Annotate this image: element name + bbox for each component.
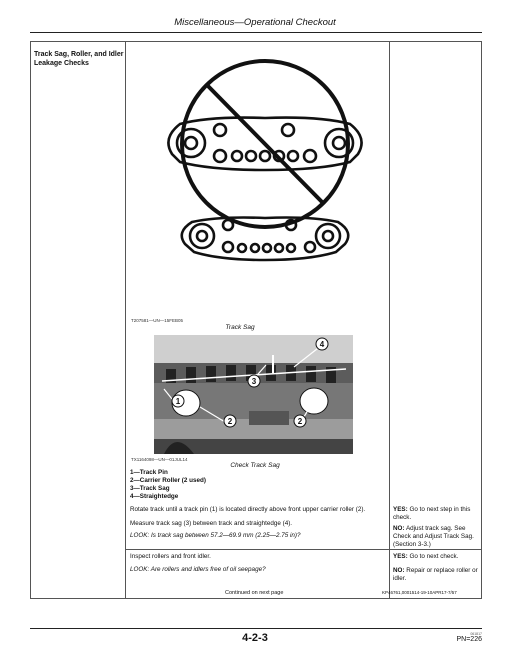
table-left-border (30, 41, 31, 599)
step2-no (393, 567, 479, 583)
legend-item: 4—Straightedge (130, 493, 179, 500)
callout-4: 4 (319, 340, 325, 349)
pn-number (440, 632, 482, 643)
figure1-id: T207581—UN—15FEB05 (131, 318, 184, 323)
column-divider-1 (125, 41, 126, 599)
callout-1: 1 (175, 397, 181, 406)
page-header: Miscellaneous—Operational Checkout (174, 17, 336, 28)
yes-text: Go to next step in this check. (393, 506, 471, 521)
figure2-caption: Check Track Sag (230, 462, 280, 469)
figure2-id: TX1164098—UN—01JUL14 (131, 457, 188, 462)
step2-look: LOOK: Are rollers and idlers free of oil seepage? (130, 566, 266, 573)
figure1-caption: Track Sag (225, 324, 255, 331)
callout-2a: 2 (227, 417, 233, 426)
legend-item: 1—Track Pin (130, 469, 168, 476)
track-sag-figure (150, 58, 380, 320)
pn-label: PN=226 (456, 636, 482, 643)
row-divider (125, 549, 481, 550)
correct-track-frame-drawing (182, 218, 348, 261)
step1-no (393, 525, 479, 549)
section-title: Track Sag, Roller, and Idler Leakage Checks (34, 51, 124, 67)
callout-2b: 2 (297, 417, 303, 426)
no-text: Repair or replace roller or idler. (393, 567, 478, 582)
yes-label: YES: (393, 553, 408, 560)
column-divider-2 (389, 41, 390, 599)
page-number: 4-2-3 (242, 632, 268, 644)
step1-measure: Measure track sag (3) between track and straightedge (4). (130, 520, 293, 527)
no-text: Adjust track sag. See Check and Adjust Track Sag. (Section 3-3.) (393, 525, 474, 548)
step2-yes (393, 553, 479, 561)
footer-rule (30, 628, 482, 629)
step1-instruction: Rotate track until a track pin (1) is located directly above front upper carrier roller (2). (130, 506, 366, 513)
table-bottom-border (30, 598, 482, 599)
step1-look: LOOK: Is track sag between 57.2—69.9 mm (2.25—2.75 in)? (130, 532, 301, 539)
header-rule (30, 32, 482, 33)
continued-note: Continued on next page (225, 590, 284, 596)
yes-text: Go to next check. (409, 553, 459, 560)
table-top-border (30, 41, 482, 42)
step1-yes (393, 506, 479, 522)
no-label: NO: (393, 567, 405, 574)
step2-instruction: Inspect rollers and front idler. (130, 553, 211, 560)
table-right-border (481, 41, 482, 599)
pn-date: 061817 (470, 632, 482, 636)
legend-item: 2—Carrier Roller (2 used) (130, 477, 206, 484)
check-track-sag-photo (154, 335, 353, 454)
legend-item: 3—Track Sag (130, 485, 170, 492)
prohibition-symbol (182, 61, 348, 227)
yes-label: YES: (393, 506, 408, 513)
figure-legend (130, 469, 206, 501)
callout-3: 3 (251, 377, 257, 386)
no-label: NO: (393, 525, 405, 532)
document-code: KP46761,0001514-19-10APR17-7/57 (382, 590, 457, 595)
